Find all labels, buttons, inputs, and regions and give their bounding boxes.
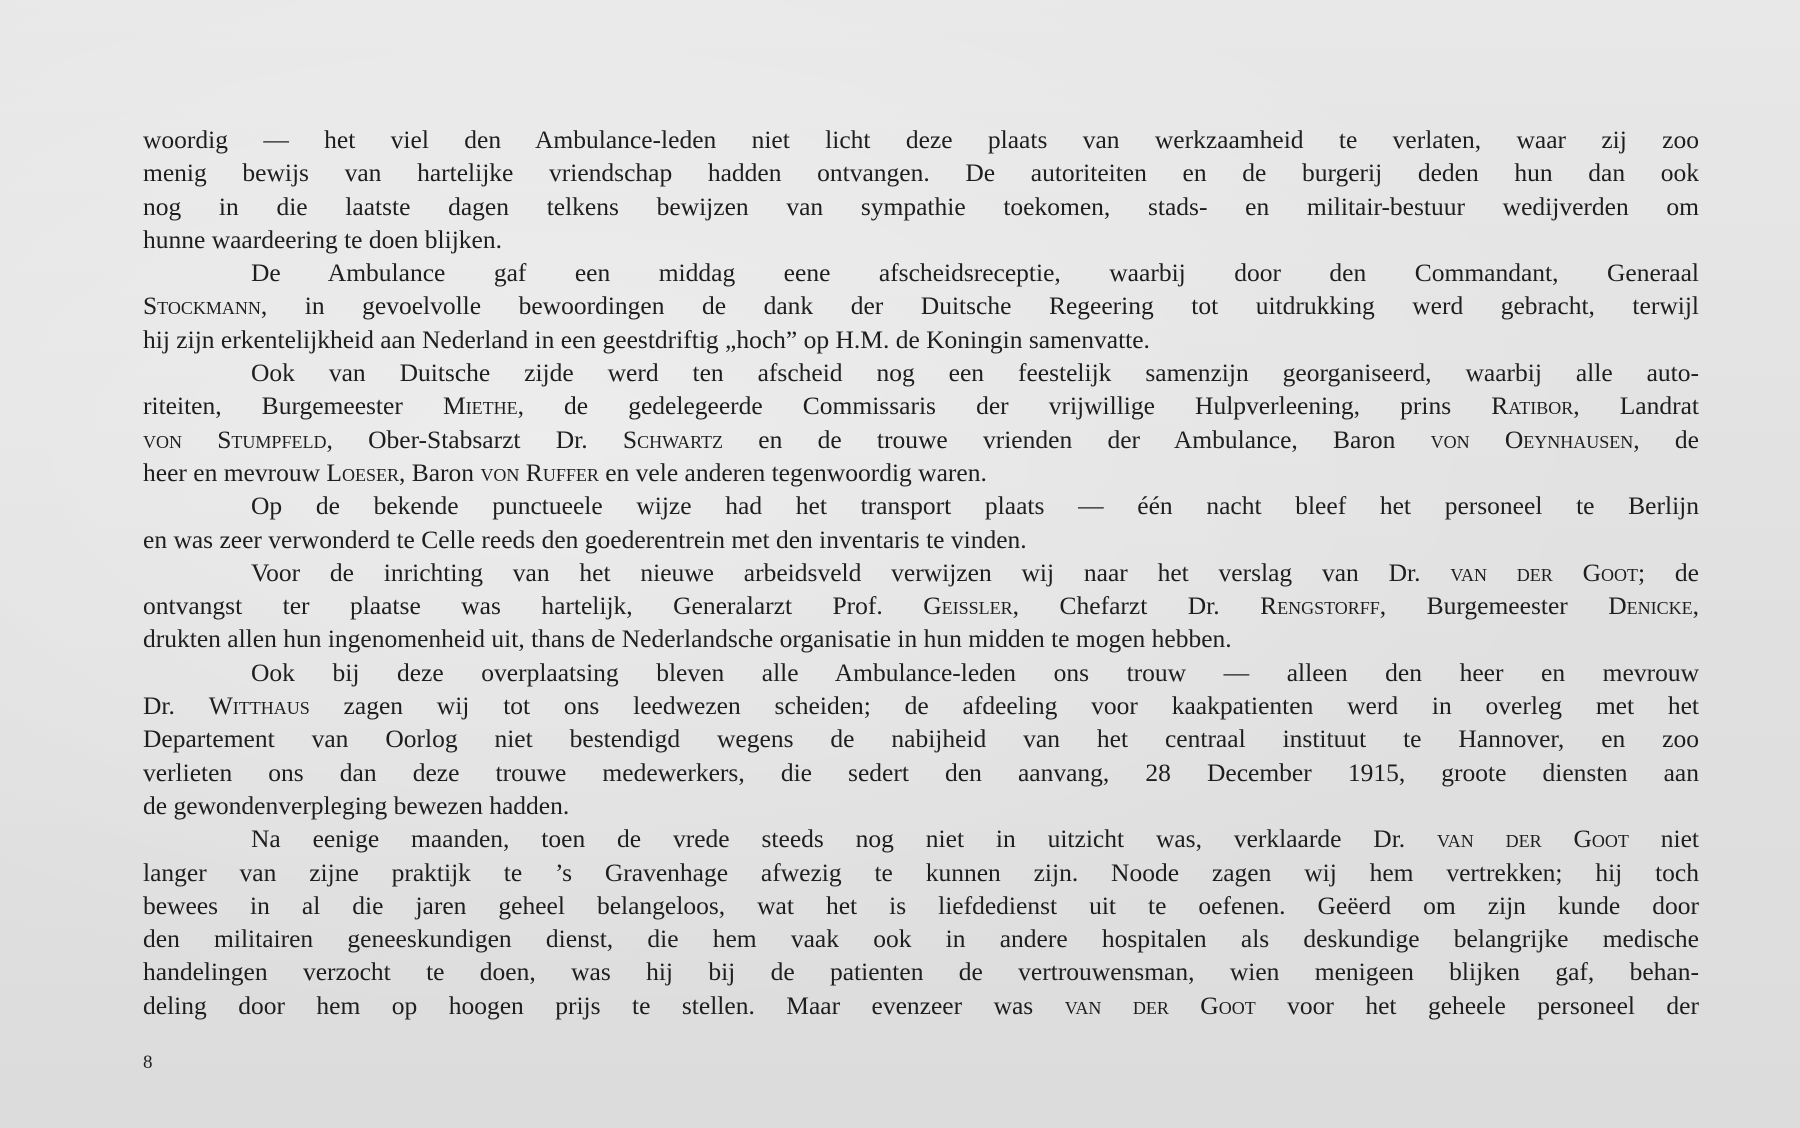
text-line: verlieten ons dan deze trouwe medewerkers, die sedert den aanvang, 28 December 1915, groote diensten aan xyxy=(143,757,1699,787)
text-line: Departement van Oorlog niet bestendigd wegens de nabijheid van het centraal instituut te Hannover, en zoo xyxy=(143,724,1699,754)
paragraph xyxy=(143,256,1699,356)
paragraph xyxy=(143,556,1699,656)
text-line: Op de bekende punctueele wijze had het transport plaats — één nacht bleef het personeel te Berlijn xyxy=(251,491,1699,521)
text-line: heer en mevrouw Loeser, Baron von Ruffer en vele anderen tegenwoordig waren. xyxy=(143,457,987,487)
text-line: handelingen verzocht te doen, was hij bij de patienten de vertrouwensman, wien menigeen blijken gaf, behan- xyxy=(143,957,1699,987)
text-line: riteiten, Burgemeester Miethe, de gedelegeerde Commissaris der vrijwillige Hulpverleening, prins Ratibor, Landrat xyxy=(143,391,1700,421)
text-line: De Ambulance gaf een middag eene afscheidsreceptie, waarbij door den Commandant, Generaal xyxy=(251,258,1699,288)
paragraph xyxy=(143,489,1699,556)
text-line: ontvangst ter plaatse was hartelijk, Generalarzt Prof. Geissler, Chefarzt Dr. Rengstorff, Burgemeester Denicke, xyxy=(143,591,1699,621)
text-line: menig bewijs van hartelijke vriendschap hadden ontvangen. De autoriteiten en de burgerij deden hun dan ook xyxy=(143,158,1699,188)
text-line: Voor de inrichting van het nieuwe arbeidsveld verwijzen wij naar het verslag van Dr. van der Goot; de xyxy=(251,557,1699,587)
text-line: en was zeer verwonderd te Celle reeds den goederentrein met den inventaris te vinden. xyxy=(143,524,1027,554)
text-line: Ook van Duitsche zijde werd ten afscheid nog een feestelijk samenzijn georganiseerd, waarbij alle auto- xyxy=(251,358,1699,388)
text-line: von Stumpfeld, Ober-Stabsarzt Dr. Schwartz en de trouwe vrienden der Ambulance, Baron von Oeynhausen, de xyxy=(143,424,1699,454)
page-number: 8 xyxy=(143,1052,153,1073)
text-line: bewees in al die jaren geheel belangeloos, wat het is liefdedienst uit te oefenen. Geëerd om zijn kunde door xyxy=(143,890,1699,920)
text-line: hij zijn erkentelijkheid aan Nederland in een geestdriftig „hoch” op H.M. de Koningin samenvatte. xyxy=(143,324,1150,354)
text-line: den militairen geneeskundigen dienst, die hem vaak ook in andere hospitalen als deskundige belangrijke medische xyxy=(143,924,1699,954)
text-line: drukten allen hun ingenomenheid uit, thans de Nederlandsche organisatie in hun midden te mogen hebben. xyxy=(143,624,1232,654)
text-line: Dr. Witthaus zagen wij tot ons leedwezen scheiden; de afdeeling voor kaakpatienten werd in overleg met het xyxy=(143,691,1700,721)
text-line: Ook bij deze overplaatsing bleven alle Ambulance-leden ons trouw — alleen den heer en mevrouw xyxy=(251,657,1699,687)
text-line: hunne waardeering te doen blijken. xyxy=(143,224,502,254)
body-text xyxy=(143,123,1699,1022)
text-line: Na eenige maanden, toen de vrede steeds nog niet in uitzicht was, verklaarde Dr. van der Goot niet xyxy=(251,824,1699,854)
paragraph xyxy=(143,822,1699,1022)
text-line: deling door hem op hoogen prijs te stellen. Maar evenzeer was van der Goot voor het geheele personeel der xyxy=(143,990,1699,1020)
text-line: langer van zijne praktijk te ’s Gravenhage afwezig te kunnen zijn. Noode zagen wij hem vertrekken; hij toch xyxy=(143,857,1699,887)
text-line: woordig — het viel den Ambulance-leden niet licht deze plaats van werkzaamheid te verlaten, waar zij zoo xyxy=(143,125,1699,154)
paragraph xyxy=(143,656,1699,822)
text-line: de gewondenverpleging bewezen hadden. xyxy=(143,790,570,820)
paragraph xyxy=(143,356,1699,489)
paragraph xyxy=(143,123,1699,256)
text-line: nog in die laatste dagen telkens bewijzen van sympathie toekomen, stads- en militair-bestuur wedijverden om xyxy=(143,191,1699,221)
text-line: Stockmann, in gevoelvolle bewoordingen de dank der Duitsche Regeering tot uitdrukking werd gebracht, terwijl xyxy=(143,291,1699,321)
